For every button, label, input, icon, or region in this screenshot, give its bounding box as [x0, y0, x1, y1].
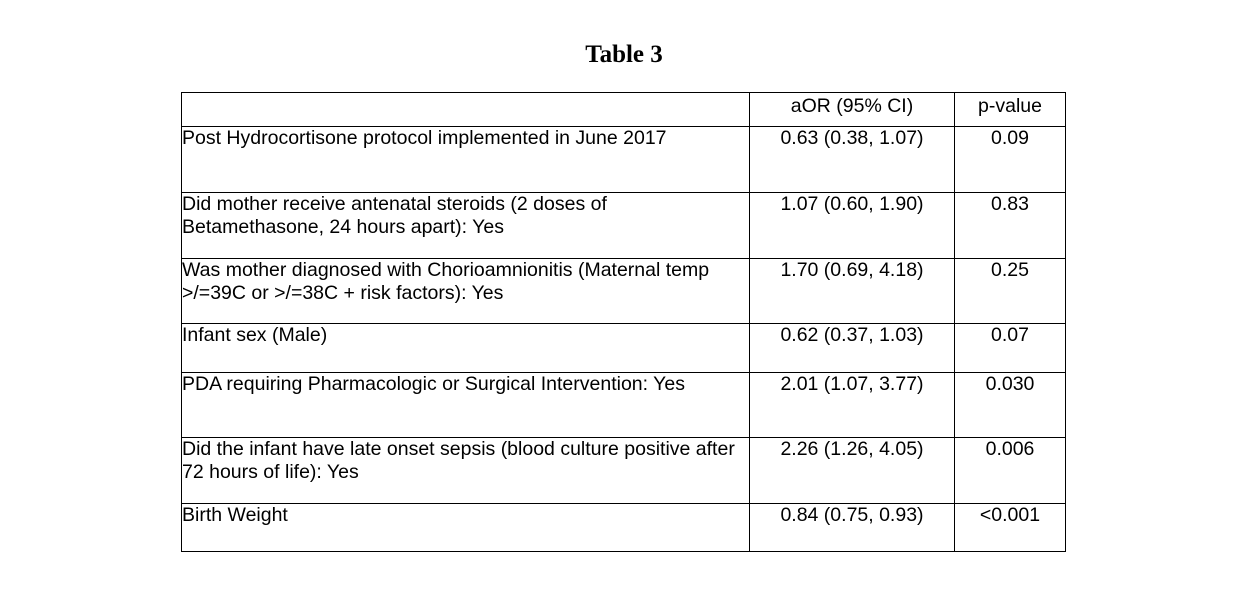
- header-row: [182, 93, 1066, 127]
- row-aor: 0.62 (0.37, 1.03): [750, 324, 955, 373]
- row-label: Post Hydrocortisone protocol implemented in June 2017: [182, 127, 750, 193]
- row-p-value: 0.030: [955, 373, 1066, 438]
- row-p-value: 0.006: [955, 438, 1066, 504]
- table-row: [182, 373, 1066, 438]
- header-aor: aOR (95% CI): [750, 93, 955, 127]
- row-label: Was mother diagnosed with Chorioamnionitis (Maternal temp >/=39C or >/=38C + risk factors): Yes: [182, 259, 750, 324]
- row-aor: 0.63 (0.38, 1.07): [750, 127, 955, 193]
- table-title: Table 3: [585, 41, 663, 68]
- row-label: Did the infant have late onset sepsis (blood culture positive after 72 hours of life): Yes: [182, 438, 750, 504]
- row-aor: 1.07 (0.60, 1.90): [750, 193, 955, 259]
- row-label: Birth Weight: [182, 504, 750, 552]
- row-p-value: 0.07: [955, 324, 1066, 373]
- table-row: [182, 127, 1066, 193]
- row-p-value: 0.83: [955, 193, 1066, 259]
- regression-table: [181, 92, 1066, 552]
- table-row: [182, 438, 1066, 504]
- table-row: [182, 504, 1066, 552]
- row-label: PDA requiring Pharmacologic or Surgical Intervention: Yes: [182, 373, 750, 438]
- row-p-value: 0.25: [955, 259, 1066, 324]
- row-label: Did mother receive antenatal steroids (2 doses of Betamethasone, 24 hours apart): Yes: [182, 193, 750, 259]
- row-p-value: <0.001: [955, 504, 1066, 552]
- row-p-value: 0.09: [955, 127, 1066, 193]
- row-aor: 1.70 (0.69, 4.18): [750, 259, 955, 324]
- row-label: Infant sex (Male): [182, 324, 750, 373]
- row-aor: 2.01 (1.07, 3.77): [750, 373, 955, 438]
- table-row: [182, 259, 1066, 324]
- header-p-value: p-value: [955, 93, 1066, 127]
- header-variable: [182, 93, 750, 127]
- table-row: [182, 324, 1066, 373]
- table-row: [182, 193, 1066, 259]
- row-aor: 2.26 (1.26, 4.05): [750, 438, 955, 504]
- row-aor: 0.84 (0.75, 0.93): [750, 504, 955, 552]
